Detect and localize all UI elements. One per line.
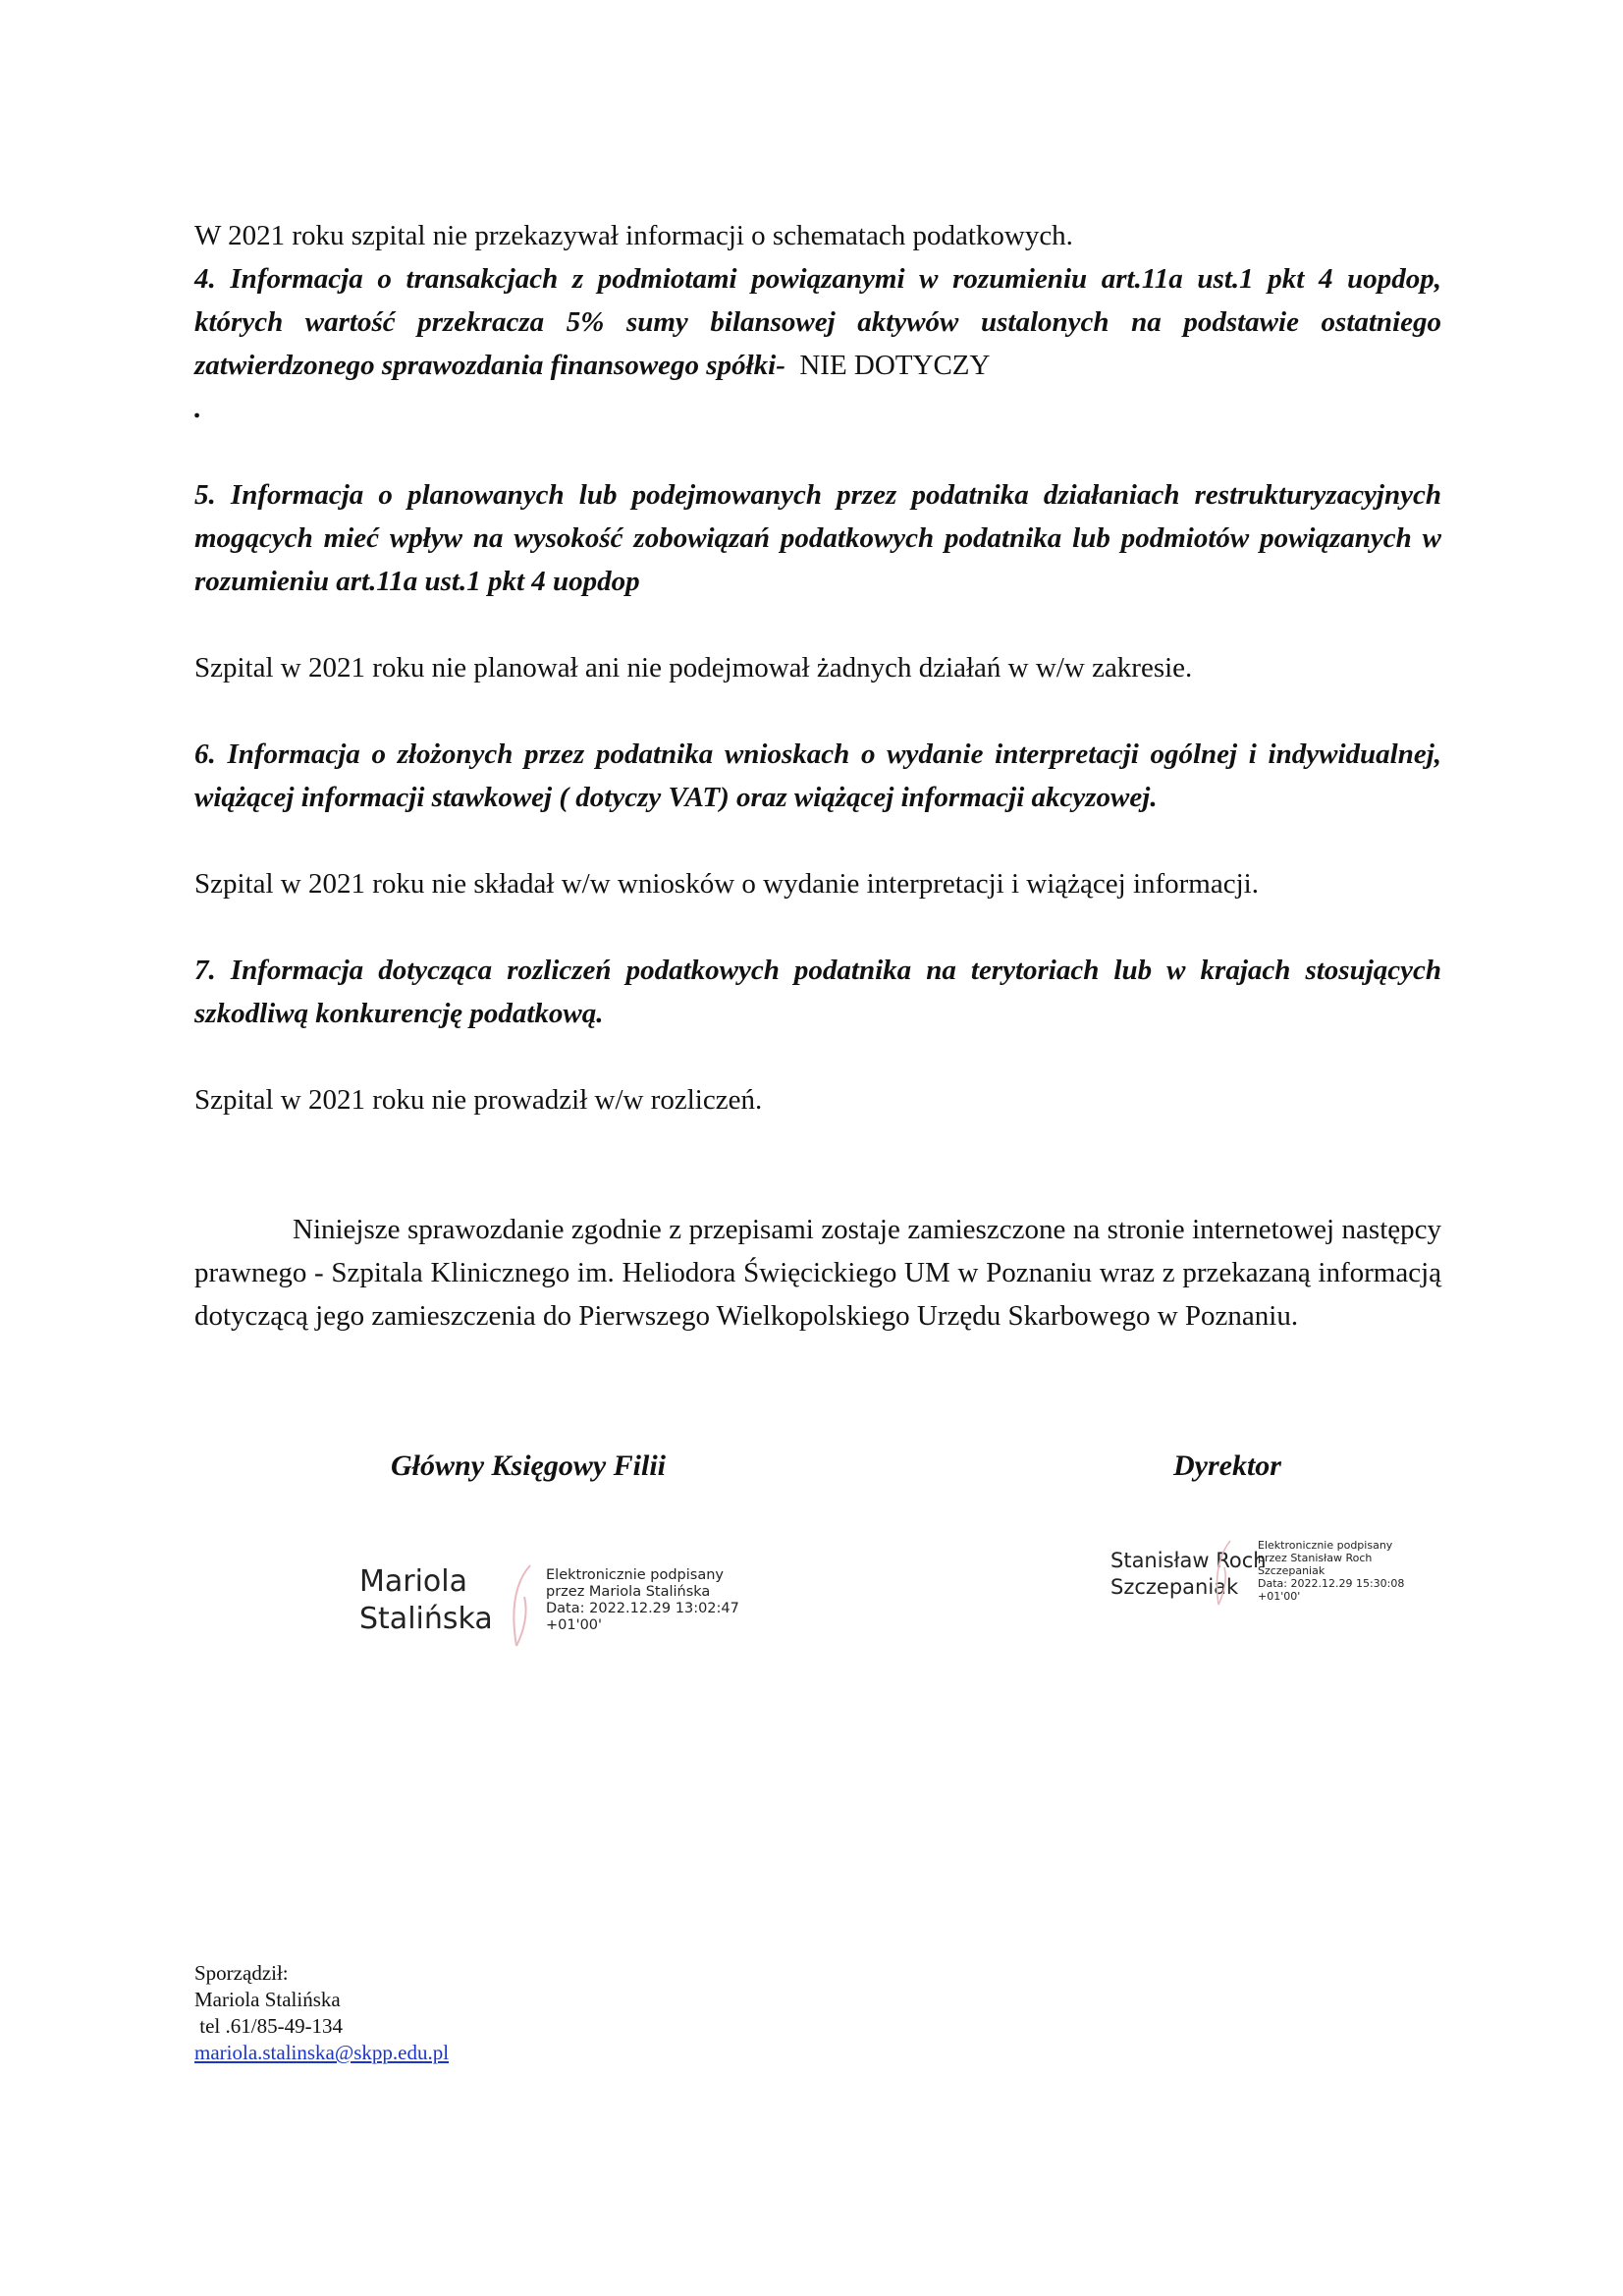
footer-email-link[interactable]: mariola.stalinska@skpp.edu.pl	[194, 2041, 450, 2064]
closing-paragraph: Niniejsze sprawozdanie zgodnie z przepisami zostaje zamieszczone na stronie internetowej następcy prawnego - Szpitala Klinicznego im. Heliodora Święcickiego UM w Poznaniu wraz z przekazaną informacją dotyczącą jego zamieszczenia do Pierwszego Wielkopolskiego Urzędu Skarbowego w Poznaniu.	[194, 1214, 1441, 1332]
right-signature-block	[1110, 1536, 1425, 1614]
signature-mark-icon	[505, 1561, 540, 1652]
section-7-answer: Szpital w 2021 roku nie prowadził w/w rozliczeń.	[194, 1084, 763, 1116]
section-6-answer: Szpital w 2021 roku nie składał w/w wniosków o wydanie interpretacji i wiążącej informacji.	[194, 868, 1259, 900]
section-4-heading: 4. Informacja o transakcjach z podmiotami powiązanymi w rozumieniu art.11a ust.1 pkt 4 uopdop, których wartość przekracza 5% sumy bilansowej aktywów ustalonych na podstawie ostatniego zatwierdzonego sprawozdania finansowego spółki-	[194, 263, 1441, 381]
left-signature-meta-line3: Data: 2022.12.29 13:02:47	[546, 1601, 739, 1617]
right-signer-name-line1: Stanisław Roch	[1110, 1549, 1267, 1572]
right-signer-name-line2: Szczepaniak	[1110, 1575, 1239, 1599]
right-signature-meta-line3: Szczepaniak	[1258, 1563, 1325, 1577]
section-6-heading: 6. Informacja o złożonych przez podatnika wnioskach o wydanie interpretacji ogólnej i indywidualnej, wiążącej informacji stawkowej ( dotyczy VAT) oraz wiążącej informacji akcyzowej.	[194, 738, 1441, 813]
section-5-heading: 5. Informacja o planowanych lub podejmowanych przez podatnika działaniach restrukturyzacyjnych mogących mieć wpływ na wysokość zobowiązań podatkowych podatnika lub podmiotów powiązanych w rozumieniu art.11a ust.1 pkt 4 uopdop	[194, 479, 1441, 597]
right-signature-meta-line4: Data: 2022.12.29 15:30:08	[1258, 1576, 1405, 1590]
left-signature-meta-line4: +01'00'	[546, 1617, 603, 1634]
footer-name: Mariola Stalińska	[194, 1988, 341, 2011]
left-signer-name-line1: Mariola	[359, 1564, 468, 1599]
right-signature-meta-line1: Elektronicznie podpisany	[1258, 1539, 1393, 1552]
footer-label: Sporządził:	[194, 1961, 289, 1985]
section-7-heading: 7. Informacja dotycząca rozliczeń podatkowych podatnika na terytoriach lub w krajach stosujących szkodliwą konkurencję podatkową.	[194, 955, 1441, 1029]
left-signature-meta-line1: Elektronicznie podpisany	[546, 1567, 724, 1583]
section-5-answer: Szpital w 2021 roku nie planował ani nie podejmował żadnych działań w w/w zakresie.	[194, 652, 1193, 683]
document-body	[194, 214, 1441, 1338]
right-signature-meta-line5: +01'00'	[1258, 1589, 1301, 1603]
right-signature-meta-line2: przez Stanisław Roch	[1258, 1551, 1373, 1564]
left-signature-meta-line2: przez Mariola Stalińska	[546, 1584, 711, 1601]
left-signature-block	[359, 1561, 752, 1660]
intro-text: W 2021 roku szpital nie przekazywał informacji o schematach podatkowych.	[194, 220, 1073, 251]
left-signature-title: Główny Księgowy Filii	[391, 1449, 667, 1482]
section-4-trail: .	[194, 393, 202, 424]
right-signature-title: Dyrektor	[1173, 1449, 1281, 1482]
signature-mark-icon	[1211, 1538, 1236, 1609]
footer-phone: tel .61/85-49-134	[194, 2014, 344, 2038]
section-4-answer: NIE DOTYCZY	[799, 350, 991, 381]
section-4	[194, 257, 1441, 387]
left-signer-name-line2: Stalińska	[359, 1602, 493, 1636]
footer-prepared-by	[194, 1960, 449, 2066]
